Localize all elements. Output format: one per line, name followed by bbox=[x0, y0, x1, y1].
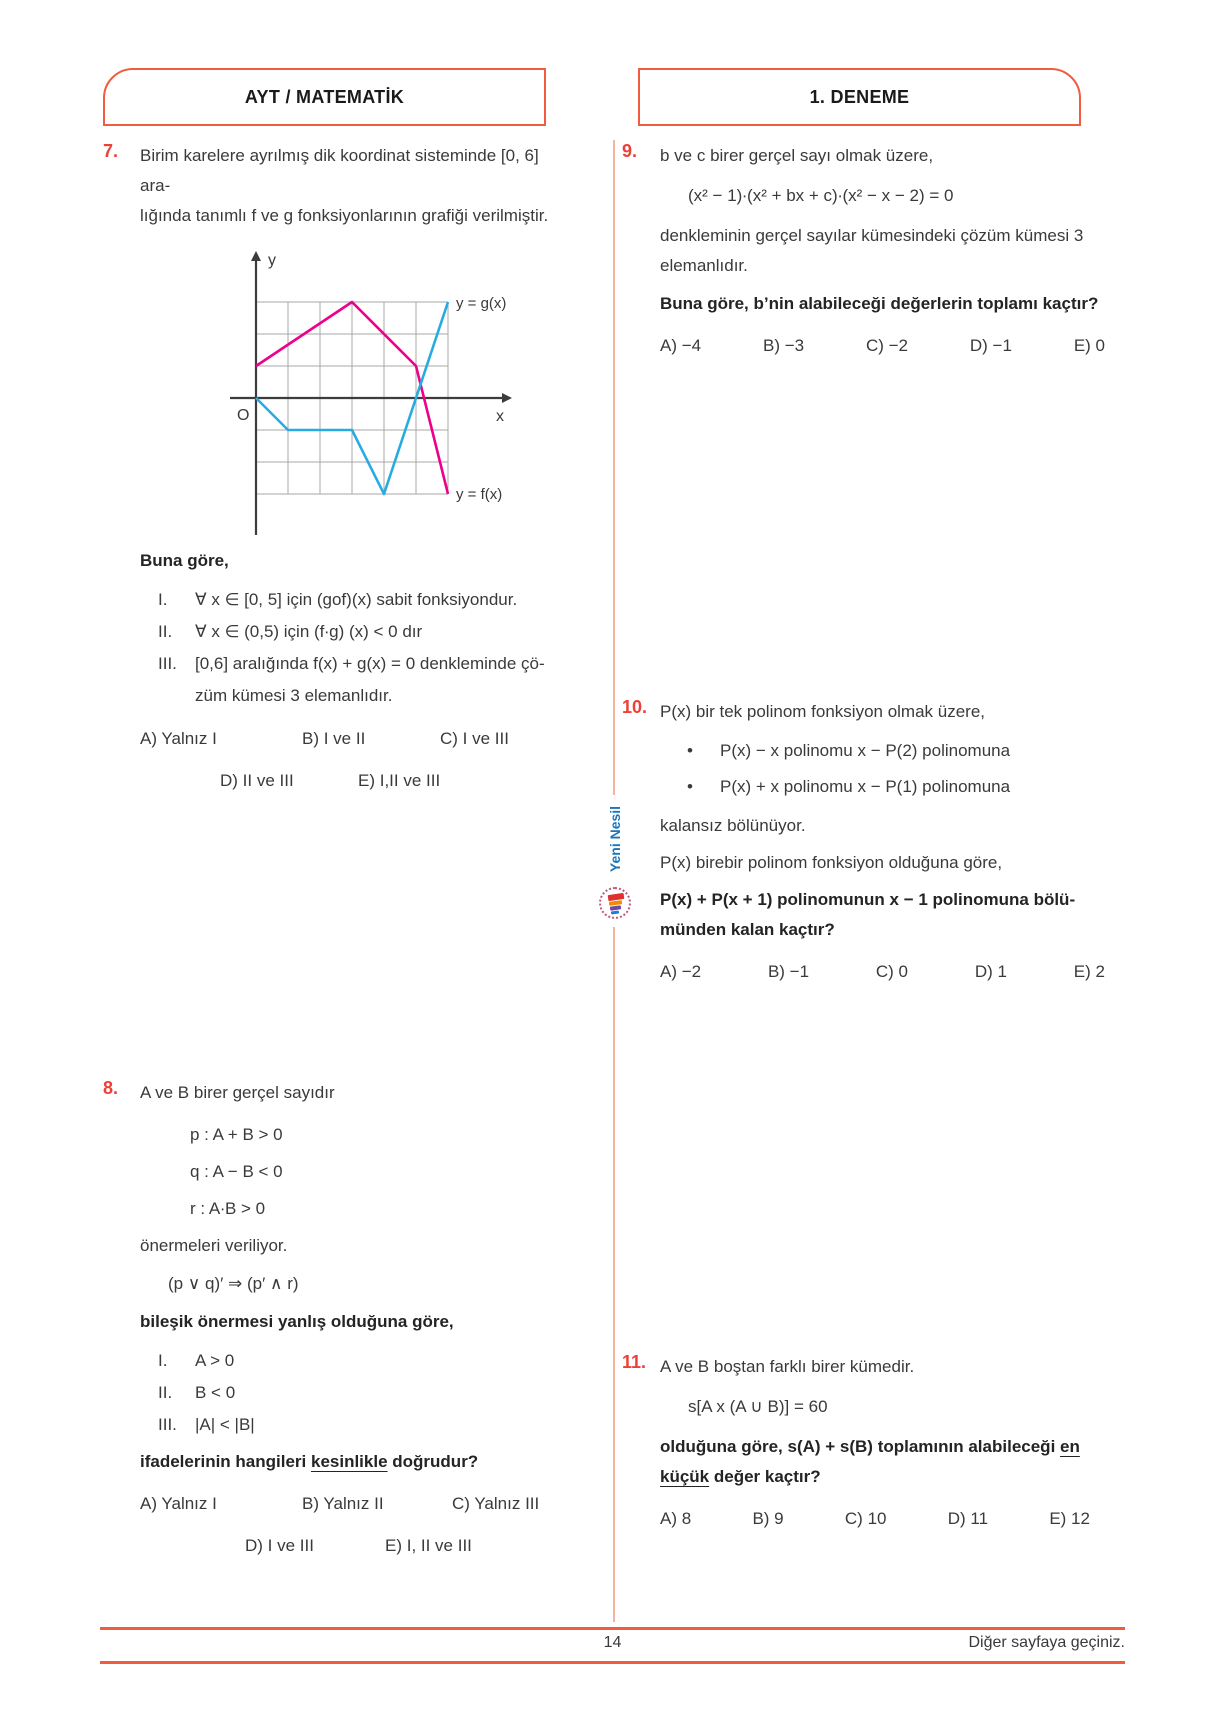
bullet-text: P(x) + x polinomu x − P(1) polinomuna bbox=[720, 777, 1011, 796]
roman-numeral: III. bbox=[158, 654, 177, 673]
bullet-icon: • bbox=[687, 777, 693, 796]
question-7-number: 7. bbox=[103, 141, 119, 161]
question-11-number: 11. bbox=[622, 1352, 647, 1372]
question-7-statements bbox=[140, 584, 573, 712]
question-9-intro: b ve c birer gerçel sayı olmak üzere, bbox=[660, 146, 934, 165]
header-subject-box bbox=[103, 68, 546, 126]
question-7-options-row1 bbox=[140, 724, 573, 754]
question-8-options-row1 bbox=[140, 1489, 573, 1519]
header-exam-title: 1. DENEME bbox=[809, 86, 910, 107]
question-8-intro: A ve B birer gerçel sayıdır bbox=[140, 1083, 335, 1102]
option-d: D) −1 bbox=[969, 336, 1012, 355]
footer-rule-top bbox=[100, 1627, 1125, 1630]
option-e: E) I,II ve III bbox=[358, 771, 441, 790]
question-7 bbox=[103, 141, 573, 796]
footer-note: Diğer sayfaya geçiniz. bbox=[968, 1634, 1125, 1651]
question-10-bold-line2: münden kalan kaçtır? bbox=[660, 920, 835, 939]
option-d: D) 1 bbox=[974, 962, 1007, 981]
question-9 bbox=[622, 141, 1125, 361]
option-a: A) Yalnız I bbox=[140, 1494, 217, 1513]
option-e: E) 0 bbox=[1073, 336, 1105, 355]
question-11-bold-line1: olduğuna göre, s(A) + s(B) toplamının alabileceği en bbox=[660, 1437, 1080, 1456]
option-b: B) −1 bbox=[767, 962, 810, 981]
option-c: C) 10 bbox=[844, 1509, 887, 1528]
question-9-number: 9. bbox=[622, 141, 638, 161]
question-7-text-line1: Birim karelere ayrılmış dik koordinat sisteminde [0, 6] ara- bbox=[140, 146, 539, 195]
question-8-statements bbox=[140, 1345, 573, 1441]
option-a: A) Yalnız I bbox=[140, 729, 217, 748]
question-8-question: ifadelerinin hangileri kesinlikle doğrudur? bbox=[140, 1452, 479, 1471]
question-10-intro: P(x) bir tek polinom fonksiyon olmak üzere, bbox=[660, 702, 986, 721]
question-8-compound: (p ∨ q)′ ⇒ (p′ ∧ r) bbox=[168, 1274, 299, 1293]
option-c: C) 0 bbox=[875, 962, 908, 981]
question-8-number: 8. bbox=[103, 1078, 119, 1098]
question-11-bold-line2: küçük değer kaçtır? bbox=[660, 1467, 821, 1486]
option-c: C) −2 bbox=[865, 336, 909, 355]
option-b: B) 9 bbox=[752, 1509, 784, 1528]
question-10-options bbox=[660, 957, 1105, 987]
statement-text: ∀ x ∈ [0, 5] için (gof)(x) sabit fonksiyondur. bbox=[195, 590, 518, 609]
page-number: 14 bbox=[603, 1634, 622, 1651]
question-8-options-row2 bbox=[245, 1531, 573, 1561]
roman-numeral: I. bbox=[158, 1351, 168, 1370]
option-e: E) I, II ve III bbox=[385, 1536, 472, 1555]
prop-p: p : A + B > 0 bbox=[190, 1125, 283, 1144]
prop-q: q : A − B < 0 bbox=[190, 1162, 283, 1181]
publisher-logo-icon bbox=[599, 887, 631, 919]
question-11-equation: s[A x (A ∪ B)] = 60 bbox=[688, 1397, 828, 1416]
header-exam-box bbox=[638, 68, 1081, 126]
question-9-bold: Buna göre, b’nin alabileceği değerlerin toplamı kaçtır? bbox=[660, 294, 1099, 313]
question-10 bbox=[622, 697, 1125, 987]
question-10-after-bullets: kalansız bölünüyor. bbox=[660, 816, 806, 835]
header-subject-title: AYT / MATEMATİK bbox=[244, 86, 405, 107]
statement-text: A > 0 bbox=[195, 1351, 235, 1370]
statement-text: [0,6] aralığında f(x) + g(x) = 0 denkleminde çö- züm kümesi 3 elemanlıdır. bbox=[195, 654, 545, 705]
question-11 bbox=[622, 1352, 1125, 1534]
bullet-text: P(x) − x polinomu x − P(2) polinomuna bbox=[720, 741, 1011, 760]
question-10-number: 10. bbox=[622, 697, 648, 717]
publisher-logo bbox=[592, 795, 638, 927]
statement-text: ∀ x ∈ (0,5) için (f∙g) (x) < 0 dır bbox=[195, 622, 423, 641]
publisher-logo-text: Yeni Nesil bbox=[607, 805, 623, 873]
roman-numeral: I. bbox=[158, 590, 168, 609]
question-8 bbox=[103, 1078, 573, 1561]
option-d: D) II ve III bbox=[220, 771, 294, 790]
option-c: C) Yalnız III bbox=[452, 1494, 540, 1513]
option-c: C) I ve III bbox=[440, 729, 509, 748]
curve-g-label: y = g(x) bbox=[456, 295, 507, 312]
statement-text: |A| < |B| bbox=[195, 1415, 255, 1434]
y-axis bbox=[251, 251, 261, 535]
question-10-bold-line1: P(x) + P(x + 1) polinomunun x − 1 polinomuna bölü- bbox=[660, 890, 1076, 909]
question-11-intro: A ve B boştan farklı birer kümedir. bbox=[660, 1357, 915, 1376]
question-7-text-line2: lığında tanımlı f ve g fonksiyonlarının grafiği verilmiştir. bbox=[140, 206, 549, 225]
y-axis-label: y bbox=[268, 252, 276, 269]
option-a: A) 8 bbox=[660, 1509, 692, 1528]
roman-numeral: II. bbox=[158, 1383, 173, 1402]
option-b: B) Yalnız II bbox=[302, 1494, 384, 1513]
question-9-text-line1: denkleminin gerçel sayılar kümesindeki çözüm kümesi 3 bbox=[660, 226, 1084, 245]
x-axis-label: x bbox=[496, 408, 504, 425]
question-8-propositions bbox=[190, 1116, 573, 1227]
question-9-equation: (x² − 1)∙(x² + bx + c)∙(x² − x − 2) = 0 bbox=[688, 186, 954, 205]
option-d: D) I ve III bbox=[245, 1536, 314, 1555]
roman-numeral: II. bbox=[158, 622, 173, 641]
option-a: A) −4 bbox=[660, 336, 702, 355]
question-9-text-line2: elemanlıdır. bbox=[660, 256, 748, 275]
curve-f-label: y = f(x) bbox=[456, 486, 503, 503]
question-8-given: önermeleri veriliyor. bbox=[140, 1236, 288, 1255]
question-10-bullets bbox=[660, 733, 1125, 805]
question-7-options-row2 bbox=[220, 766, 573, 796]
origin-label: O bbox=[237, 407, 250, 424]
prop-r: r : A∙B > 0 bbox=[190, 1199, 266, 1218]
x-axis bbox=[230, 393, 512, 403]
option-e: E) 12 bbox=[1049, 1509, 1090, 1528]
question-7-buna-gore: Buna göre, bbox=[140, 551, 229, 570]
question-9-options bbox=[660, 331, 1105, 361]
question-8-bold: bileşik önermesi yanlış olduğuna göre, bbox=[140, 1312, 454, 1331]
bullet-icon: • bbox=[687, 741, 693, 760]
option-b: B) I ve II bbox=[302, 729, 366, 748]
question-10-given: P(x) birebir polinom fonksiyon olduğuna göre, bbox=[660, 853, 1003, 872]
statement-text: B < 0 bbox=[195, 1383, 236, 1402]
option-a: A) −2 bbox=[660, 962, 702, 981]
function-graph bbox=[140, 235, 540, 540]
option-d: D) 11 bbox=[947, 1509, 989, 1528]
question-11-options bbox=[660, 1504, 1090, 1534]
roman-numeral: III. bbox=[158, 1415, 177, 1434]
footer-rule-bottom bbox=[100, 1661, 1125, 1664]
option-e: E) 2 bbox=[1073, 962, 1105, 981]
option-b: B) −3 bbox=[762, 336, 805, 355]
